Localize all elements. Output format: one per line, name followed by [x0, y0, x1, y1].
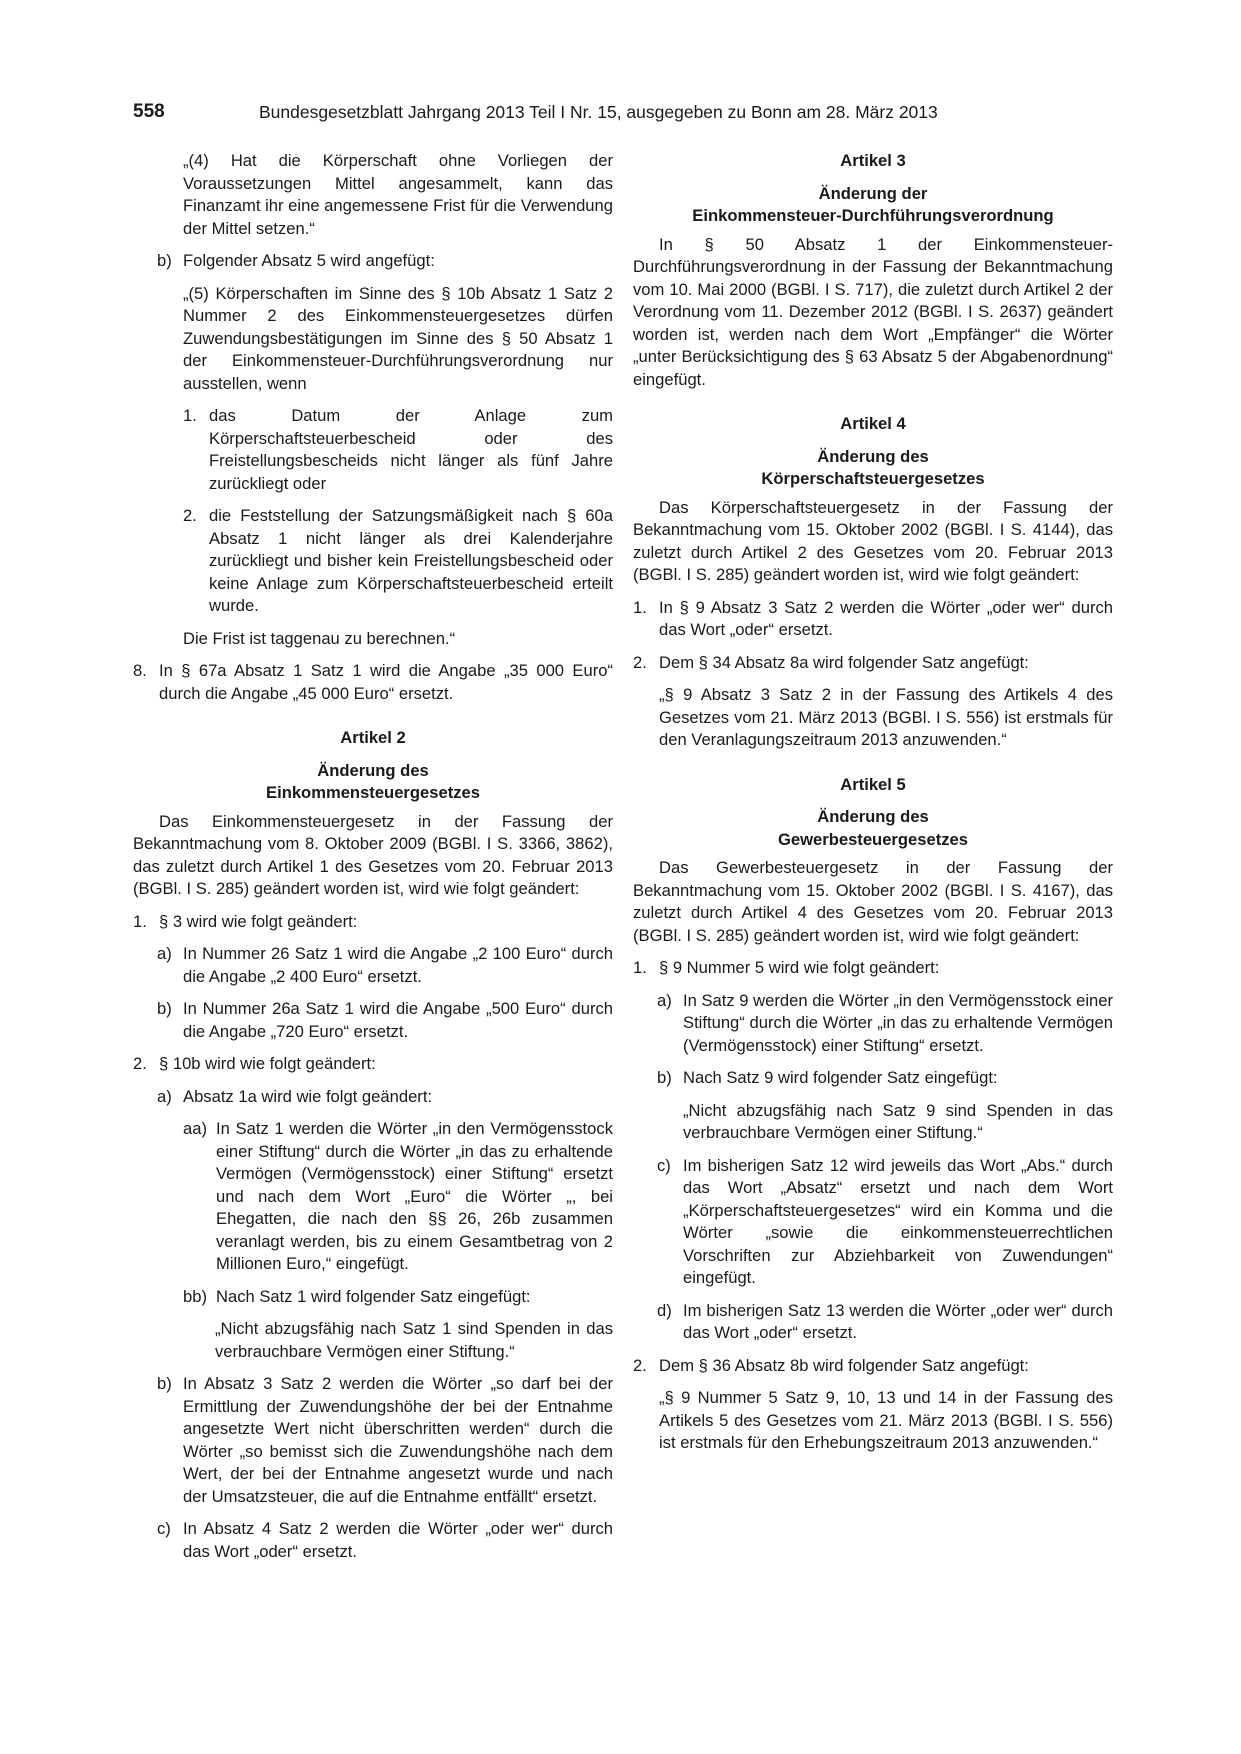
list-label: 2. — [133, 1054, 147, 1073]
list-label: bb) — [183, 1286, 207, 1306]
list-text: In Absatz 4 Satz 2 werden die Wörter „oder wer“ durch das Wort „oder“ ersetzt. — [183, 1519, 613, 1561]
article-3-title-line2: Einkommensteuer-Durchführungsverordnung — [692, 206, 1054, 225]
list-item-1b — [157, 998, 613, 1043]
page-number: 558 — [133, 101, 165, 122]
quote-g2: „§ 9 Nummer 5 Satz 9, 10, 13 und 14 in der Fassung des Artikels 5 des Gesetzes vom 21. März 2013 (BGBl. I S. 556) ist erstmals für den Erhebungszeitraum 2013 anzuwenden.“ — [659, 1388, 1113, 1452]
list-text: In § 9 Absatz 3 Satz 2 werden die Wörter „oder wer“ durch das Wort „oder“ ersetzt. — [659, 597, 1113, 639]
running-head: Bundesgesetzblatt Jahrgang 2013 Teil I Nr. 15, ausgegeben zu Bonn am 28. März 2013 — [259, 102, 938, 122]
list-text: Nach Satz 9 wird folgender Satz eingefügt: — [683, 1068, 998, 1087]
list-item-2 — [183, 505, 613, 618]
article-2-intro: Das Einkommensteuergesetz in der Fassung der Bekanntmachung vom 8. Oktober 2009 (BGBl. I S. 3366, 3862), das zuletzt durch Artikel 1 des Gesetzes vom 20. Februar 2013 (BGBl. I S. 285) geändert worden ist, wird wie folgt geändert: — [133, 811, 613, 898]
list-item-1c — [657, 1155, 1113, 1290]
list-label: a) — [157, 944, 172, 963]
list-label: aa) — [183, 1119, 207, 1138]
list-text: die Feststellung der Satzungsmäßigkeit nach § 60a Absatz 1 nicht länger als drei Kalenderjahre zurückliegt und bisher kein Freistellungsbescheid oder keine Anlage zum Körperschaftsteuerbescheid erteilt wurde. — [209, 506, 613, 615]
article-2-title-line1: Änderung des — [317, 760, 429, 780]
list-text: In Satz 9 werden die Wörter „in den Vermögensstock einer Stiftung“ durch die Wörter „in das zu erhaltende Vermögen (Vermögensstock) einer Stiftung“ ersetzt. — [683, 990, 1113, 1055]
list-item-bb — [183, 1286, 613, 1309]
list-label: 2. — [183, 506, 197, 525]
list-label: 8. — [133, 661, 147, 680]
list-item-2 — [633, 1355, 1113, 1378]
list-text: § 9 Nummer 5 wird wie folgt geändert: — [659, 958, 940, 977]
article-3-title — [633, 183, 1113, 228]
list-text: In Satz 1 werden die Wörter „in den Vermögensstock einer Stiftung“ durch die Wörter „in das zu erhaltende Vermögen (Vermögensstock) einer Stiftung“ ersetzt und nach dem Wort „Euro“ die Wörter „, bei Ehegatten, die nach den §§ 26, 26b zusammen veranlagt werden, bis zu einem Gesamtbetrag von 2 Millionen Euro,“ eingefügt. — [216, 1119, 613, 1273]
list-item-aa — [183, 1118, 613, 1276]
article-3-title-line1: Änderung der — [818, 183, 928, 203]
list-text: Nach Satz 1 wird folgender Satz eingefügt: — [216, 1286, 531, 1306]
article-4-title-line2: Körperschaftsteuergesetzes — [761, 469, 985, 488]
page-header — [133, 101, 1113, 131]
list-item-1 — [633, 957, 1113, 980]
list-item-1a — [157, 943, 613, 988]
list-text: Dem § 36 Absatz 8b wird folgender Satz angefügt: — [659, 1355, 1029, 1375]
article-5-title-line2: Gewerbesteuergesetzes — [777, 829, 968, 849]
quote-g1b: „Nicht abzugsfähig nach Satz 9 sind Spenden in das verbrauchbare Vermögen einer Stiftung.“ — [683, 1100, 1113, 1142]
quote-k2: „§ 9 Absatz 3 Satz 2 in der Fassung des Artikels 4 des Gesetzes vom 21. März 2013 (BGBl. I S. 556) ist erstmals für den Veranlagungszeitraum 2013 anzuwenden.“ — [659, 685, 1113, 749]
frist-text: Die Frist ist taggenau zu berechnen.“ — [183, 628, 456, 648]
list-label: d) — [657, 1300, 672, 1320]
article-2-number: Artikel 2 — [340, 728, 406, 747]
list-text: In Absatz 3 Satz 2 werden die Wörter „so darf bei der Ermittlung der Zuwendungshöhe der bei der Entnahme angesetzte Wert nicht überschritten werden“ durch die Wörter „so bemisst sich die Zuwendungshöhe nach dem Wert, der bei der Entnahme angesetzt wurde und nach der Umsatzsteuer, die auf die Entnahme entfällt“ ersetzt. — [183, 1374, 613, 1506]
list-item-1d — [657, 1300, 1113, 1345]
list-text: Im bisherigen Satz 13 werden die Wörter „oder wer“ durch das Wort „oder“ ersetzt. — [683, 1300, 1113, 1342]
list-item-2c — [157, 1518, 613, 1563]
article-4-number: Artikel 4 — [840, 414, 906, 433]
list-text: § 3 wird wie folgt geändert: — [159, 911, 358, 931]
list-label: b) — [157, 251, 172, 270]
list-label: b) — [157, 1374, 172, 1393]
list-item-2b — [157, 1373, 613, 1508]
paragraph-absatz-5: „(5) Körperschaften im Sinne des § 10b Absatz 1 Satz 2 Nummer 2 des Einkommensteuergesetzes dürfen Zuwendungsbestätigungen im Sinne des § 50 Absatz 1 der Einkommensteuer-Durchführungsverordnung nur ausstellen, wenn — [183, 283, 613, 393]
list-item-1 — [183, 405, 613, 495]
list-label: c) — [657, 1155, 671, 1175]
article-5-title-line1: Änderung des — [817, 807, 929, 826]
list-text: Dem § 34 Absatz 8a wird folgender Satz angefügt: — [659, 652, 1029, 672]
article-4-title — [633, 446, 1113, 491]
list-item-1b — [657, 1067, 1113, 1090]
article-5-number: Artikel 5 — [840, 774, 906, 794]
list-text: Im bisherigen Satz 12 wird jeweils das Wort „Abs.“ durch das Wort „Absatz“ ersetzt und nach dem Wort „Körperschaftsteuergesetzes“ wird ein Komma und die Wörter „sowie die einkommensteuerrechtlichen Vorschriften zur Abziehbarkeit von Zuwendungen“ eingefügt. — [683, 1155, 1113, 1287]
list-label: 1. — [183, 406, 197, 425]
article-5-title — [633, 806, 1113, 851]
list-text: In Nummer 26 Satz 1 wird die Angabe „2 100 Euro“ durch die Angabe „2 400 Euro“ ersetzt. — [183, 944, 613, 986]
list-item-1 — [633, 597, 1113, 642]
quote-bb: „Nicht abzugsfähig nach Satz 1 sind Spenden in das verbrauchbare Vermögen einer Stiftung.“ — [215, 1319, 613, 1361]
list-item-2 — [633, 652, 1113, 675]
list-text: In § 67a Absatz 1 Satz 1 wird die Angabe „35 000 Euro“ durch die Angabe „45 000 Euro“ ersetzt. — [159, 661, 613, 703]
right-column — [633, 150, 1113, 1465]
left-column — [133, 150, 613, 1573]
paragraph-absatz-4: „(4) Hat die Körperschaft ohne Vorliegen der Voraussetzungen Mittel angesammelt, kann das Finanzamt ihr eine angemessene Frist für die Verwendung der Mittel setzen.“ — [183, 151, 613, 238]
list-text: Absatz 1a wird wie folgt geändert: — [183, 1086, 433, 1106]
list-text: das Datum der Anlage zum Körperschaftsteuerbescheid oder des Freistellungsbescheids nicht länger als fünf Jahre zurückliegt oder — [209, 406, 613, 493]
list-label: b) — [657, 1068, 672, 1087]
article-5-intro: Das Gewerbesteuergesetz in der Fassung der Bekanntmachung vom 15. Oktober 2002 (BGBl. I S. 4167), das zuletzt durch Artikel 4 des Gesetzes vom 20. Februar 2013 (BGBl. I S. 285) geändert worden ist, wird wie folgt geändert: — [633, 858, 1113, 945]
article-2-title-line2: Einkommensteuergesetzes — [266, 783, 480, 802]
article-4-intro: Das Körperschaftsteuergesetz in der Fassung der Bekanntmachung vom 15. Oktober 2002 (BGBl. I S. 4144), das zuletzt durch Artikel 2 des Gesetzes vom 20. Februar 2013 (BGBl. I S. 285) geändert worden ist, wird wie folgt geändert: — [633, 497, 1113, 584]
article-4-title-line1: Änderung des — [817, 446, 929, 466]
list-label: 2. — [633, 652, 647, 672]
list-item-2 — [133, 1053, 613, 1076]
list-item-8 — [133, 660, 613, 705]
list-label: a) — [657, 990, 672, 1010]
list-label: 1. — [633, 958, 647, 977]
list-item-2a — [157, 1086, 613, 1109]
article-3-text: In § 50 Absatz 1 der Einkommensteuer-Durchführungsverordnung in der Fassung der Bekanntmachung vom 10. Mai 2000 (BGBl. I S. 717), die zuletzt durch Artikel 2 der Verordnung vom 11. Dezember 2012 (BGBl. I S. 2637) geändert worden ist, werden nach dem Wort „Empfänger“ die Wörter „unter Berücksichtigung des § 63 Absatz 5 der Abgabenordnung“ eingefügt. — [633, 234, 1113, 389]
list-item-1a — [657, 990, 1113, 1058]
article-2-title — [133, 760, 613, 805]
list-item-b — [157, 250, 613, 273]
article-3-number: Artikel 3 — [840, 151, 906, 170]
list-label: b) — [157, 999, 172, 1018]
list-label: 1. — [633, 597, 647, 617]
list-text: Folgender Absatz 5 wird angefügt: — [183, 251, 435, 270]
list-text: § 10b wird wie folgt geändert: — [159, 1054, 376, 1073]
list-label: 2. — [633, 1355, 647, 1375]
list-label: a) — [157, 1086, 172, 1106]
list-label: 1. — [133, 911, 147, 931]
list-text: In Nummer 26a Satz 1 wird die Angabe „500 Euro“ durch die Angabe „720 Euro“ ersetzt. — [183, 999, 613, 1041]
list-label: c) — [157, 1519, 171, 1538]
list-item-1 — [133, 911, 613, 934]
